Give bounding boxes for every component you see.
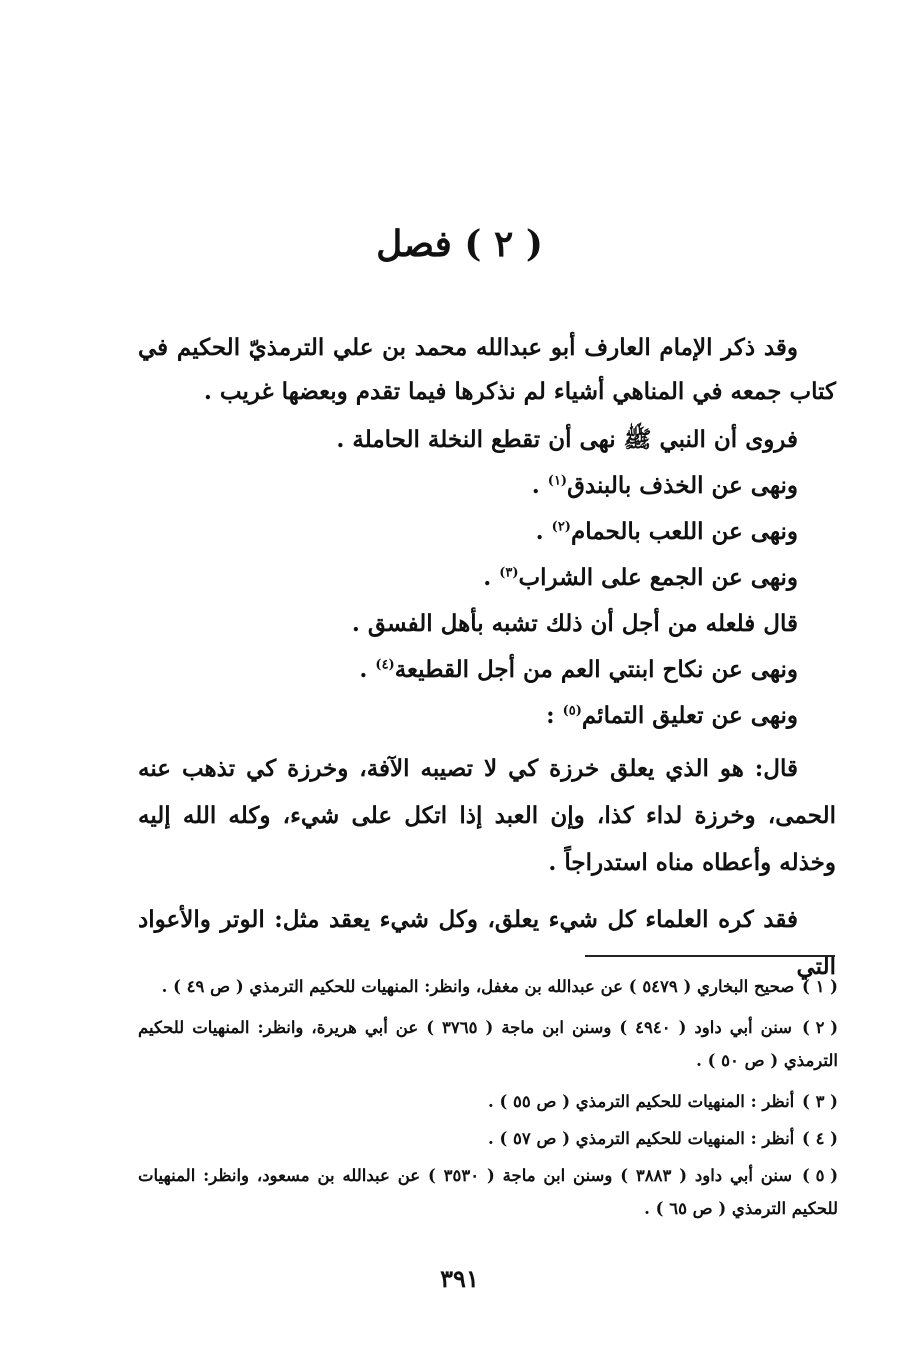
main-text — [138, 326, 836, 990]
footnote-number: ( ٣ ) — [802, 1092, 838, 1111]
line-end: . — [483, 564, 500, 591]
paragraph-scholars: فقد كره العلماء كل شيء يعلق، وكل شيء يعقد مثل: الوتر والأعواد التي — [138, 906, 836, 980]
footnote-number: ( ٢ ) — [802, 1018, 839, 1037]
line-drinking — [138, 555, 836, 601]
line-pigeons — [138, 509, 836, 555]
line-end: . — [531, 472, 548, 499]
footnote-text: أنظر : المنهيات للحكيم الترمذي ( ص ٥٧ ) . — [488, 1129, 795, 1148]
paragraph-intro: وقد ذكر الإمام العارف أبو عبدالله محمد بن علي الترمذيّ الحكيم في كتاب جمعه في المناهي أشياء لم نذكرها فيما تقدم وبعضها غريب . — [138, 334, 836, 405]
footnote-ref-4[interactable]: (٤) — [375, 657, 395, 673]
line-palm-tree: فروى أن النبي ﷺ نهى أن تقطع النخلة الحاملة . — [336, 426, 798, 453]
line-cousins — [138, 647, 836, 693]
footnote-text: صحيح البخاري ( ٥٤٧٩ ) عن عبدالله بن مغفل، وانظر: المنهيات للحكيم الترمذي ( ص ٤٩ ) . — [161, 977, 795, 996]
footnote-number: ( ١ ) — [802, 977, 838, 996]
footnote-3 — [138, 1085, 838, 1118]
line-text: ونهى عن الجمع على الشراب — [518, 564, 798, 591]
footnote-4 — [138, 1122, 838, 1155]
line-text: ونهى عن تعليق التمائم — [581, 702, 798, 729]
line-resemblance: قال فلعله من أجل أن ذلك تشبه بأهل الفسق . — [351, 610, 798, 637]
chapter-heading: ( ٢ ) فصل — [376, 223, 543, 265]
footnote-2 — [138, 1011, 838, 1077]
line-end: : — [546, 702, 563, 729]
paragraph-explanation: قال: هو الذي يعلق خرزة كي لا تصيبه الآفة، وخرزة كي تذهب عنه الحمى، وخرزة لداء كذا، وإن العبد إذا اتكل على شيء، وكله الله إليه وخذله وأعطاه مناه استدراجاً . — [138, 755, 836, 876]
line-text: ونهى عن الخذف بالبندق — [567, 472, 798, 499]
footnote-1 — [138, 970, 838, 1003]
footnote-number: ( ٥ ) — [802, 1166, 839, 1185]
line-pellets — [138, 463, 836, 509]
page-number: ٣٩١ — [440, 1264, 479, 1293]
footnote-ref-5[interactable]: (٥) — [562, 703, 582, 719]
footnote-5 — [138, 1159, 838, 1225]
line-end: . — [359, 656, 376, 683]
line-end: . — [535, 518, 552, 545]
footnote-text: سنن أبي داود ( ٤٩٤٠ ) وسنن ابن ماجة ( ٣٧٦٥ ) عن أبي هريرة، وانظر: المنهيات للحكيم الترمذي ( ص ٥٠ ) . — [138, 1018, 838, 1070]
footnote-number: ( ٤ ) — [802, 1129, 838, 1148]
line-text: ونهى عن اللعب بالحمام — [570, 518, 798, 545]
footnote-divider — [585, 955, 835, 957]
line-text: ونهى عن نكاح ابنتي العم من أجل القطيعة — [394, 656, 798, 683]
footnote-ref-2[interactable]: (٢) — [551, 519, 571, 535]
footnote-text: أنظر : المنهيات للحكيم الترمذي ( ص ٥٥ ) . — [488, 1092, 795, 1111]
line-amulets — [138, 693, 836, 739]
footnote-ref-1[interactable]: (١) — [547, 473, 568, 489]
footnote-text: سنن أبي داود ( ٣٨٨٣ ) وسنن ابن ماجة ( ٣٥٣٠ ) عن عبدالله بن مسعود، وانظر: المنهيات للحكيم الترمذي ( ص ٦٥ ) . — [138, 1166, 838, 1218]
footnote-ref-3[interactable]: (٣) — [499, 565, 519, 581]
footnotes — [138, 970, 838, 1233]
